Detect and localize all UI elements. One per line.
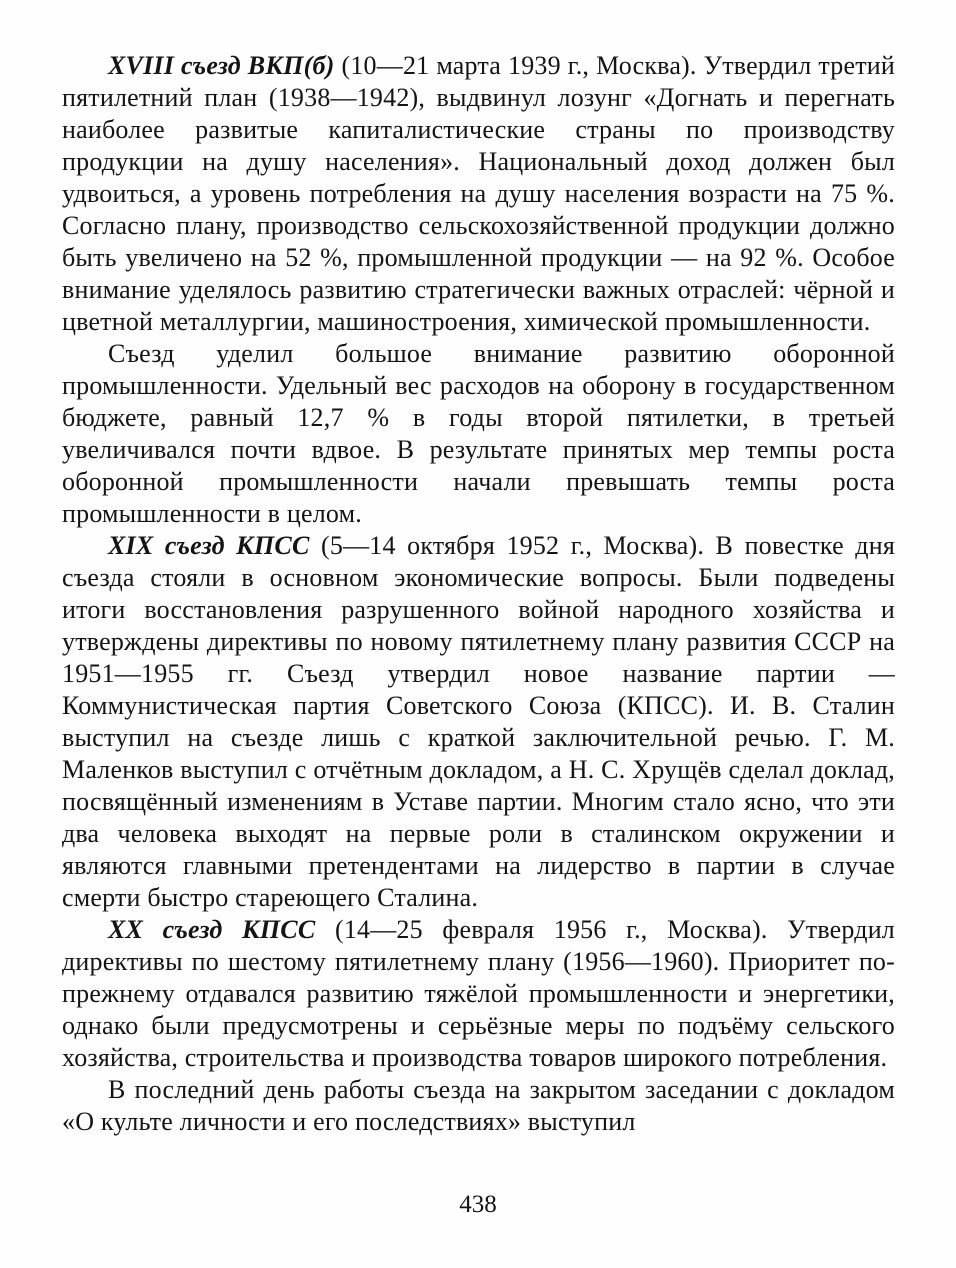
paragraph-text: (10—21 марта 1939 г., Москва). Утвердил третий пятилетний план (1938—1942), выдвинул лозунг «Догнать и перегнать наиболее развитые капиталистические страны по производству продукции на душу населения». Национальный доход должен был удвоиться, а уровень потребления на душу населения возрасти на 75 %. Согласно плану, производство сельскохозяйственной продукции должно быть увеличено на 52 %, промышленной продукции — на 92 %. Особое внимание уделялось развитию стратегически важных отраслей: чёрной и цветной металлургии, машиностроения, химической промышленности. [62,51,896,336]
paragraph [62,338,895,530]
paragraph-text: Съезд уделил большое внимание развитию оборонной промышленности. Удельный вес расходов на оборону в государственном бюджете, равный 12,7 % в годы второй пятилетки, в третьей увеличивался почти вдвое. В результате принятых мер темпы роста оборонной промышленности начали превышать темпы роста промышленности в целом. [62,339,895,528]
paragraph-lead: XVIII съезд ВКП(б) [108,51,335,80]
paragraph [62,50,895,338]
paragraph-text: (14—25 февраля 1956 г., Москва). Утвердил директивы по шестому пятилетнему плану (1956—1960). Приоритет по-прежнему отдавался развитию тяжёлой промышленности и энергетики, однако были предусмотрены и серьёзные меры по подъёму сельского хозяйства, строительства и производства товаров широкого потребления. [62,915,895,1072]
paragraph [62,1074,895,1138]
paragraph-lead: XX съезд КПСС [108,915,316,944]
paragraph-text: В последний день работы съезда на закрытом заседании с докладом «О культе личности и его последствиях» выступил [62,1075,895,1136]
paragraph [62,530,895,914]
page-number: 438 [459,1191,497,1218]
paragraph-lead: XIX съезд КПСС [108,531,310,560]
paragraph-text: (5—14 октября 1952 г., Москва). В повестке дня съезда стояли в основном экономические вопросы. Были подведены итоги восстановления разрушенного войной народного хозяйства и утверждены директивы по новому пятилетнему плану развития СССР на 1951—1955 гг. Съезд утвердил новое название партии — Коммунистическая партия Советского Союза (КПСС). И. В. Сталин выступил на съезде лишь с краткой заключительной речью. Г. М. Маленков выступил с отчётным докладом, а Н. С. Хрущёв сделал доклад, посвящённый изменениям в Уставе партии. Многим стало ясно, что эти два человека выходят на первые роли в сталинском окружении и являются главными претендентами на лидерство в партии в случае смерти быстро стареющего Сталина. [62,531,895,912]
page-text [62,50,895,1138]
paragraph [62,914,895,1074]
